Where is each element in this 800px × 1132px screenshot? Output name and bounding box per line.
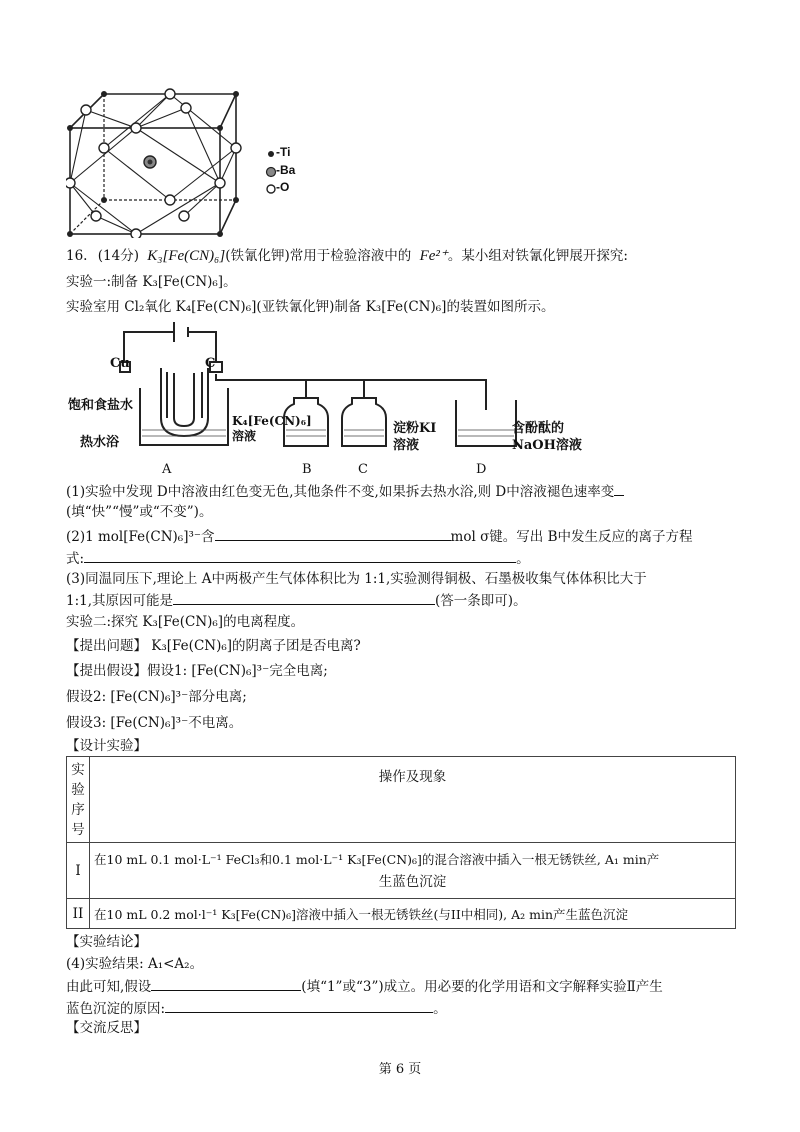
q2-text-a: (2)1 mol[Fe(CN)₆]³⁻含 — [66, 529, 215, 545]
q3-text-b: 1:1,其原因可能是 — [66, 593, 174, 609]
q4-blank-2[interactable] — [165, 998, 433, 1013]
legend-o: -O — [276, 180, 290, 194]
q2-line — [66, 526, 693, 547]
apparatus-c-label: C — [205, 356, 216, 371]
q4-text-c: 蓝色沉淀的原因: — [66, 1001, 166, 1017]
table-row — [67, 899, 736, 929]
q3-text-c: (答一条即可)。 — [435, 593, 527, 609]
exp1-title: 实验一:制备 K₃[Fe(CN)₆]。 — [66, 274, 237, 290]
q16-intro — [66, 246, 628, 266]
q3-line-2 — [66, 590, 527, 611]
q4-blank-1[interactable] — [151, 976, 301, 991]
head-seq-char: 序 — [71, 801, 85, 818]
apparatus-figure — [66, 318, 606, 483]
q4-text-d: 。 — [433, 1001, 447, 1017]
table-head-op-text: 操作及现象 — [378, 769, 447, 785]
q1-line — [66, 481, 624, 502]
reflect-heading: 【交流反思】 — [66, 1020, 147, 1036]
page-footer: 第 6 页 — [378, 1062, 422, 1077]
table-row-seq: II — [67, 899, 90, 929]
table-row-text-a: 在10 mL 0.2 mol·l⁻¹ K₃[Fe(CN)₆]溶液中插入一根无锈铁丝(与ⅠI中相同), A₂ min产生蓝色沉淀 — [94, 906, 629, 922]
apparatus-k4-line1: K₄[Fe(CN)₆] — [232, 414, 312, 428]
conclusion-heading: 【实验结论】 — [66, 934, 147, 950]
table-row-seq: I — [67, 843, 90, 899]
q4-text-b: (填“1”或“3”)成立。用必要的化学用语和文字解释实验Ⅱ产生 — [301, 979, 663, 995]
apparatus-naoh-line2: NaOH溶液 — [512, 438, 582, 453]
apparatus-label-d: D — [476, 462, 487, 477]
legend-ba: -Ba — [276, 163, 296, 177]
hypothesis-1: 【提出假设】假设1: [Fe(CN)₆]³⁻完全电离; — [66, 663, 328, 679]
q2-line-2 — [66, 548, 530, 569]
apparatus-hotbath-label: 热水浴 — [80, 435, 120, 450]
exp1-desc: 实验室用 Cl₂氧化 K₄[Fe(CN)₆](亚铁氰化钾)制备 K₃[Fe(CN)₆]的装置如图所示。 — [66, 299, 555, 315]
table-head-op — [90, 757, 736, 843]
hypothesis-3: 假设3: [Fe(CN)₆]³⁻不电离。 — [66, 715, 243, 731]
experiment-table — [66, 756, 736, 929]
apparatus-ki-line2: 溶液 — [393, 438, 420, 453]
table-head-seq — [67, 757, 90, 843]
table-row-text — [90, 843, 736, 899]
q2-blank-2[interactable] — [84, 548, 516, 563]
q2-blank-1[interactable] — [215, 526, 451, 541]
hypothesis-2: 假设2: [Fe(CN)₆]³⁻部分电离; — [66, 689, 247, 705]
q16-number: 16. — [66, 248, 88, 264]
table-row-text-b: 生蓝色沉淀 — [378, 873, 447, 890]
q1-text: (1)实验中发现 D中溶液由红色变无色,其他条件不变,如果拆去热水浴,则 D中溶液褪色速率变 — [66, 484, 615, 500]
table-row — [67, 843, 736, 899]
exp2-title: 实验二:探究 K₃[Fe(CN)₆]的电离程度。 — [66, 614, 305, 630]
apparatus-naoh-label — [512, 420, 582, 454]
table-header-row — [67, 757, 736, 843]
apparatus-cu-label: Cu — [110, 356, 130, 371]
q1-blank[interactable] — [614, 481, 624, 496]
head-seq-char: 实 — [71, 761, 85, 778]
apparatus-k4-line2: 溶液 — [232, 429, 257, 443]
q2-text-d: 。 — [516, 551, 530, 567]
head-seq-char: 号 — [71, 821, 85, 838]
q3-blank[interactable] — [173, 590, 435, 605]
apparatus-ki-label — [393, 420, 436, 454]
legend-ti: -Ti — [276, 145, 291, 159]
q2-text-b: mol σ键。写出 B中发生反应的离子方程 — [450, 529, 693, 545]
q16-formula: K₃[Fe(CN)₆] — [147, 248, 226, 264]
q4-line — [66, 976, 663, 997]
apparatus-label-c: C — [358, 462, 368, 477]
apparatus-ki-line1: 淀粉KI — [393, 421, 437, 436]
q1-hint: (填“快”“慢”或“不变”)。 — [66, 504, 213, 520]
q4-line-2 — [66, 998, 447, 1019]
raise-question: 【提出问题】 K₃[Fe(CN)₆]的阴离子团是否电离? — [66, 638, 361, 654]
q16-ion: Fe²⁺ — [419, 248, 448, 264]
q4-result: (4)实验结果: A₁<A₂。 — [66, 956, 204, 972]
apparatus-label-a: A — [162, 462, 172, 477]
q3-line: (3)同温同压下,理论上 A中两极产生气体体积比为 1:1,实验测得铜极、石墨极收集气体体积比大于 — [66, 571, 647, 587]
apparatus-brine-label: 饱和食盐水 — [68, 398, 134, 413]
head-seq-char: 验 — [71, 781, 85, 798]
apparatus-naoh-line1: 含酚酞的 — [512, 421, 565, 436]
q2-text-c: 式: — [66, 551, 85, 567]
design-heading: 【设计实验】 — [66, 738, 147, 754]
q16-text-b: 。某小组对铁氰化钾展开探究: — [447, 248, 628, 264]
table-row-text — [90, 899, 736, 929]
table-row-text-a: 在10 mL 0.1 mol·L⁻¹ FeCl₃和0.1 mol·L⁻¹ K₃[Fe(CN)₆]的混合溶液中插入一根无锈铁丝, A₁ min产 — [94, 851, 660, 867]
q4-text-a: 由此可知,假设 — [66, 979, 152, 995]
q16-text-a: (铁氰化钾)常用于检验溶液中的 — [225, 248, 412, 264]
apparatus-label-b: B — [302, 462, 312, 477]
apparatus-k4-label — [232, 414, 312, 444]
q16-score: (14分) — [97, 248, 139, 264]
